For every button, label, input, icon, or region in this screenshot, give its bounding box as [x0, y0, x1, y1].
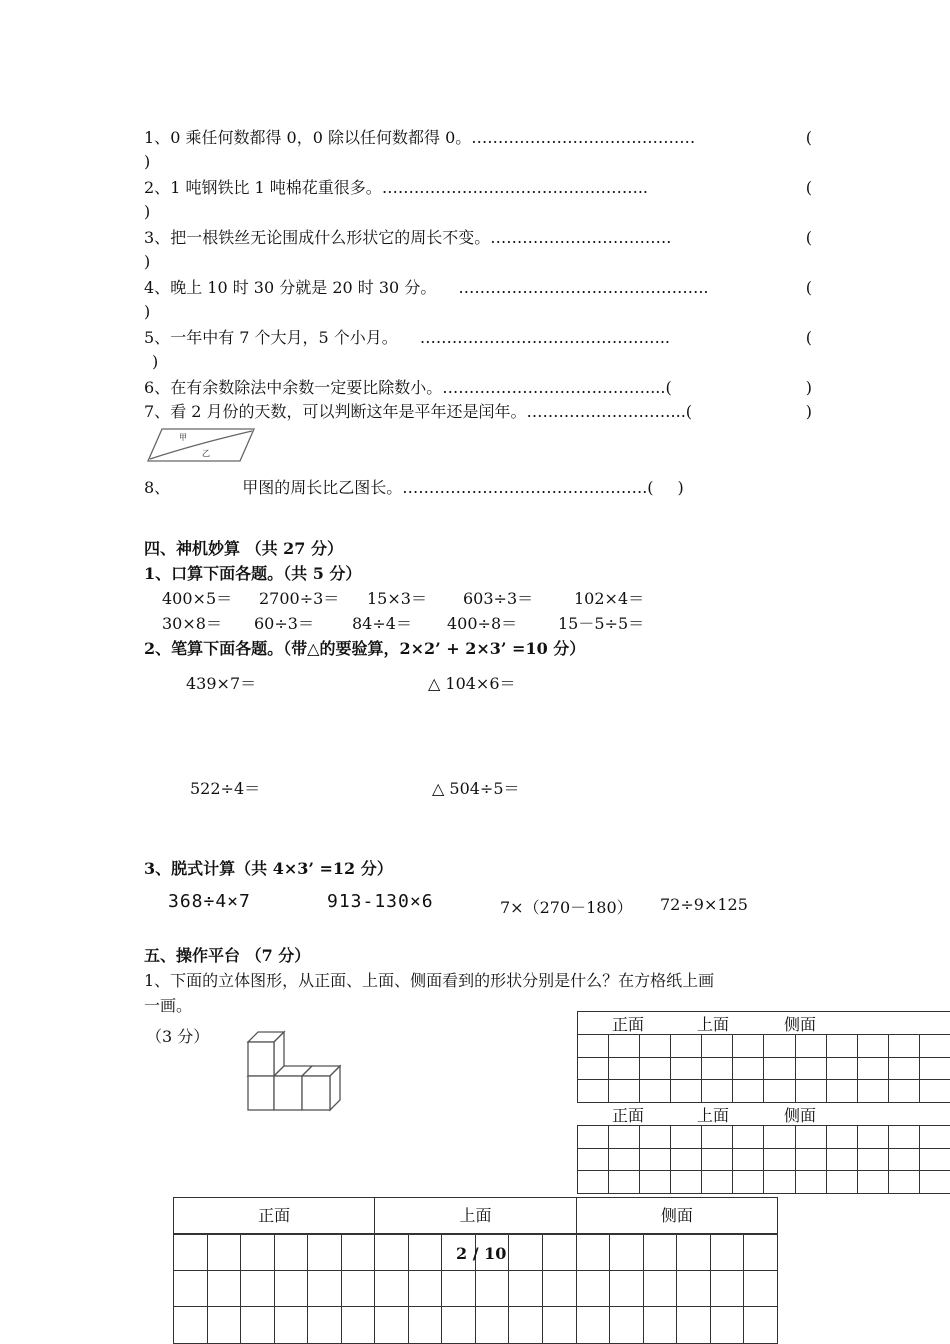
grid-cell[interactable]: [375, 1307, 409, 1344]
grid-cell[interactable]: [888, 1057, 919, 1080]
written-problem: 522÷4＝: [190, 779, 261, 798]
grid-label-top: 上面: [697, 1106, 730, 1125]
grid-cell[interactable]: [174, 1270, 208, 1307]
grid-cell[interactable]: [919, 1080, 950, 1103]
grid-cell[interactable]: [764, 1057, 795, 1080]
tf-item-6: 6、在有余数除法中余数一定要比除数小。…………………………………...( ): [144, 378, 812, 397]
grid-cell[interactable]: [795, 1057, 826, 1080]
mixed-problem: 368÷4×7: [168, 891, 251, 912]
grid-cell[interactable]: [408, 1234, 442, 1271]
grid-cell[interactable]: [702, 1057, 733, 1080]
grid-cell[interactable]: [341, 1307, 375, 1344]
grid-cell[interactable]: [857, 1080, 888, 1103]
grid-cell[interactable]: [733, 1057, 764, 1080]
grid-label-side: 侧面: [660, 1206, 693, 1225]
grid-cell[interactable]: [857, 1126, 888, 1149]
grid-cell[interactable]: [408, 1270, 442, 1307]
grid-cell[interactable]: [919, 1126, 950, 1149]
grid-cell[interactable]: [640, 1035, 671, 1058]
grid-cell[interactable]: [888, 1126, 919, 1149]
grid-cell[interactable]: [764, 1148, 795, 1171]
grid-cell[interactable]: [919, 1171, 950, 1194]
oral-problem: 84÷4＝: [352, 614, 412, 633]
drawing-grid[interactable]: [577, 1125, 950, 1194]
grid-cell[interactable]: [677, 1270, 711, 1307]
oral-problem: 400×5＝: [162, 589, 233, 608]
grid-cell[interactable]: [609, 1057, 640, 1080]
grid-cell[interactable]: [710, 1270, 744, 1307]
grid-cell[interactable]: [671, 1080, 702, 1103]
grid-cell[interactable]: [578, 1126, 609, 1149]
section5-question-line2: 一画。: [144, 996, 193, 1015]
grid-cell[interactable]: [640, 1148, 671, 1171]
grid-cell[interactable]: [640, 1171, 671, 1194]
grid-cell[interactable]: [475, 1307, 509, 1344]
grid-cell[interactable]: [578, 1035, 609, 1058]
grid-cell[interactable]: [702, 1171, 733, 1194]
label-jia: 甲: [179, 433, 187, 442]
grid-cell[interactable]: [308, 1270, 342, 1307]
grid-cell[interactable]: [764, 1126, 795, 1149]
label-yi: 乙: [202, 449, 210, 458]
grid-cell[interactable]: [174, 1307, 208, 1344]
grid-cell[interactable]: [375, 1234, 409, 1271]
grid-cell[interactable]: [733, 1035, 764, 1058]
written-calc-title: 2、笔算下面各题。（带△的要验算，2×2’ + 2×3’ =10 分）: [144, 639, 586, 658]
grid-cell[interactable]: [609, 1148, 640, 1171]
grid-label-top: 上面: [375, 1198, 576, 1234]
grid-cell[interactable]: [702, 1035, 733, 1058]
grid-cell[interactable]: [375, 1270, 409, 1307]
grid-cell[interactable]: [610, 1270, 644, 1307]
grid-cell[interactable]: [677, 1234, 711, 1271]
grid-cell[interactable]: [733, 1080, 764, 1103]
grid-cell[interactable]: [643, 1307, 677, 1344]
grid-cell[interactable]: [826, 1148, 857, 1171]
grid-cell[interactable]: [795, 1080, 826, 1103]
written-problem: △ 104×6＝: [428, 674, 516, 693]
grid-cell[interactable]: [207, 1234, 241, 1271]
grid-cell[interactable]: [888, 1035, 919, 1058]
grid-cell[interactable]: [710, 1234, 744, 1271]
tf-item-3: 3、把一根铁丝无论围成什么形状它的周长不变。……………………………. ( ): [144, 228, 812, 271]
grid-cell[interactable]: [744, 1234, 778, 1271]
grid-cell[interactable]: [857, 1057, 888, 1080]
grid-cell[interactable]: [795, 1148, 826, 1171]
grid-cell[interactable]: [671, 1171, 702, 1194]
grid-cell[interactable]: [744, 1270, 778, 1307]
cube-stack-figure: [244, 1030, 350, 1112]
grid-cell[interactable]: [174, 1234, 208, 1271]
page-number: 2 / 10: [456, 1244, 507, 1263]
grid-cell[interactable]: [764, 1035, 795, 1058]
grid-cell[interactable]: [341, 1234, 375, 1271]
grid-cell[interactable]: [408, 1307, 442, 1344]
grid-cell[interactable]: [857, 1035, 888, 1058]
grid-cell[interactable]: [733, 1171, 764, 1194]
oral-problem: 2700÷3＝: [259, 589, 340, 608]
grid-cell[interactable]: [919, 1057, 950, 1080]
grid-cell[interactable]: [241, 1270, 275, 1307]
grid-cell[interactable]: [576, 1234, 610, 1271]
grid-cell[interactable]: [764, 1080, 795, 1103]
grid-cell[interactable]: [702, 1148, 733, 1171]
grid-cell[interactable]: [764, 1171, 795, 1194]
tf-item-5: 5、一年中有 7 个大月，5 个小月。 ……………………………………….. ( ): [144, 328, 812, 371]
grid-cell[interactable]: [826, 1035, 857, 1058]
grid-cell[interactable]: [207, 1270, 241, 1307]
drawing-grid[interactable]: [577, 1034, 950, 1103]
oral-problem: 102×4＝: [574, 589, 645, 608]
grid-cell[interactable]: [671, 1148, 702, 1171]
grid-cell[interactable]: [442, 1270, 476, 1307]
grid-cell[interactable]: [609, 1035, 640, 1058]
grid-cell[interactable]: [509, 1234, 543, 1271]
grid-cell[interactable]: [671, 1057, 702, 1080]
written-problem: △ 504÷5＝: [432, 779, 520, 798]
grid-cell[interactable]: [475, 1270, 509, 1307]
oral-problem: 400÷8＝: [447, 614, 518, 633]
grid-cell[interactable]: [826, 1057, 857, 1080]
grid-cell[interactable]: [274, 1234, 308, 1271]
grid-cell[interactable]: [543, 1270, 577, 1307]
grid-cell[interactable]: [671, 1126, 702, 1149]
grid-cell[interactable]: [509, 1270, 543, 1307]
grid-cell[interactable]: [609, 1126, 640, 1149]
grid-label-front: 正面: [612, 1106, 645, 1125]
grid-cell[interactable]: [640, 1057, 671, 1080]
grid-cell[interactable]: [578, 1148, 609, 1171]
grid-cell[interactable]: [795, 1126, 826, 1149]
grid-cell[interactable]: [702, 1126, 733, 1149]
oral-calc-title: 1、口算下面各题。（共 5 分）: [144, 564, 362, 583]
grid-cell[interactable]: [308, 1307, 342, 1344]
grid-cell[interactable]: [888, 1148, 919, 1171]
parallelogram-figure: [146, 426, 256, 464]
tf-item-4: 4、晚上 10 时 30 分就是 20 时 30 分。 ……………………………………….. ( ): [144, 278, 812, 321]
grid-cell[interactable]: [578, 1057, 609, 1080]
grid-cell[interactable]: [341, 1270, 375, 1307]
mixed-problem: 7×（270－180）: [500, 898, 633, 917]
grid-cell[interactable]: [610, 1234, 644, 1271]
grid-cell[interactable]: [640, 1126, 671, 1149]
grid-cell[interactable]: [733, 1126, 764, 1149]
grid-cell[interactable]: [826, 1080, 857, 1103]
grid-cell[interactable]: [509, 1307, 543, 1344]
grid-cell[interactable]: [640, 1080, 671, 1103]
grid-label-front: 正面: [612, 1015, 645, 1034]
grid-cell[interactable]: [578, 1080, 609, 1103]
grid-cell[interactable]: [576, 1270, 610, 1307]
grid-cell[interactable]: [826, 1126, 857, 1149]
written-problem: 439×7＝: [186, 674, 257, 693]
section4-title: 四、神机妙算 （共 27 分）: [144, 539, 343, 558]
section5-question-line1: 1、下面的立体图形，从正面、上面、侧面看到的形状分别是什么？在方格纸上画: [144, 971, 715, 990]
grid-cell[interactable]: [888, 1080, 919, 1103]
tf-item-2: 2、1 吨钢铁比 1 吨棉花重很多。………………………………………….. ( ): [144, 178, 812, 221]
grid-cell[interactable]: [241, 1234, 275, 1271]
oral-problem: 60÷3＝: [254, 614, 314, 633]
grid-cell[interactable]: [919, 1035, 950, 1058]
oral-problem: 15－5÷5＝: [558, 614, 645, 633]
grid-cell[interactable]: [543, 1307, 577, 1344]
section5-title: 五、操作平台 （7 分）: [144, 946, 311, 965]
grid-cell[interactable]: [241, 1307, 275, 1344]
grid-cell[interactable]: [643, 1270, 677, 1307]
grid-cell[interactable]: [677, 1307, 711, 1344]
grid-cell[interactable]: [442, 1307, 476, 1344]
grid-label-front: 正面: [174, 1198, 375, 1234]
grid-cell[interactable]: [795, 1171, 826, 1194]
oral-problem: 30×8＝: [162, 614, 222, 633]
grid-cell[interactable]: [702, 1080, 733, 1103]
grid-cell[interactable]: [610, 1307, 644, 1344]
grid-cell[interactable]: [308, 1234, 342, 1271]
grid-cell[interactable]: [826, 1171, 857, 1194]
grid-label-top: 上面: [697, 1015, 730, 1034]
grid-cell[interactable]: [543, 1234, 577, 1271]
grid-cell[interactable]: [795, 1035, 826, 1058]
grid-cell[interactable]: [888, 1171, 919, 1194]
grid-cell[interactable]: [578, 1171, 609, 1194]
grid-label-side: 侧面: [784, 1106, 817, 1125]
grid-cell[interactable]: [274, 1307, 308, 1344]
grid-label-side: 侧面: [784, 1015, 817, 1034]
grid-cell[interactable]: [857, 1171, 888, 1194]
grid-cell[interactable]: [710, 1307, 744, 1344]
grid-cell[interactable]: [576, 1307, 610, 1344]
tf-item-8: 8、 甲图的周长比乙图长。……………………………………….( ): [144, 478, 684, 497]
oral-problem: 15×3＝: [367, 589, 427, 608]
mixed-problem: 913-130×6: [327, 891, 434, 912]
tf-item-7: 7、看 2 月份的天数，可以判断这年是平年还是闰年。………………………...( ): [144, 402, 812, 421]
grid-cell[interactable]: [274, 1270, 308, 1307]
grid-cell[interactable]: [609, 1171, 640, 1194]
grid-cell[interactable]: [643, 1234, 677, 1271]
oral-problem: 603÷3＝: [463, 589, 534, 608]
grid-cell[interactable]: [744, 1307, 778, 1344]
mixed-calc-title: 3、脱式计算（共 4×3’ =12 分）: [144, 859, 393, 878]
section5-score: （3 分）: [146, 1027, 210, 1046]
grid-cell[interactable]: [919, 1148, 950, 1171]
grid-cell[interactable]: [609, 1080, 640, 1103]
grid-cell[interactable]: [671, 1035, 702, 1058]
grid-cell[interactable]: [733, 1148, 764, 1171]
mixed-problem: 72÷9×125: [660, 895, 748, 914]
grid-cell[interactable]: [857, 1148, 888, 1171]
tf-item-1: 1、0 乘任何数都得 0，0 除以任何数都得 0。…………………………………… ( ): [144, 128, 812, 171]
grid-cell[interactable]: [207, 1307, 241, 1344]
